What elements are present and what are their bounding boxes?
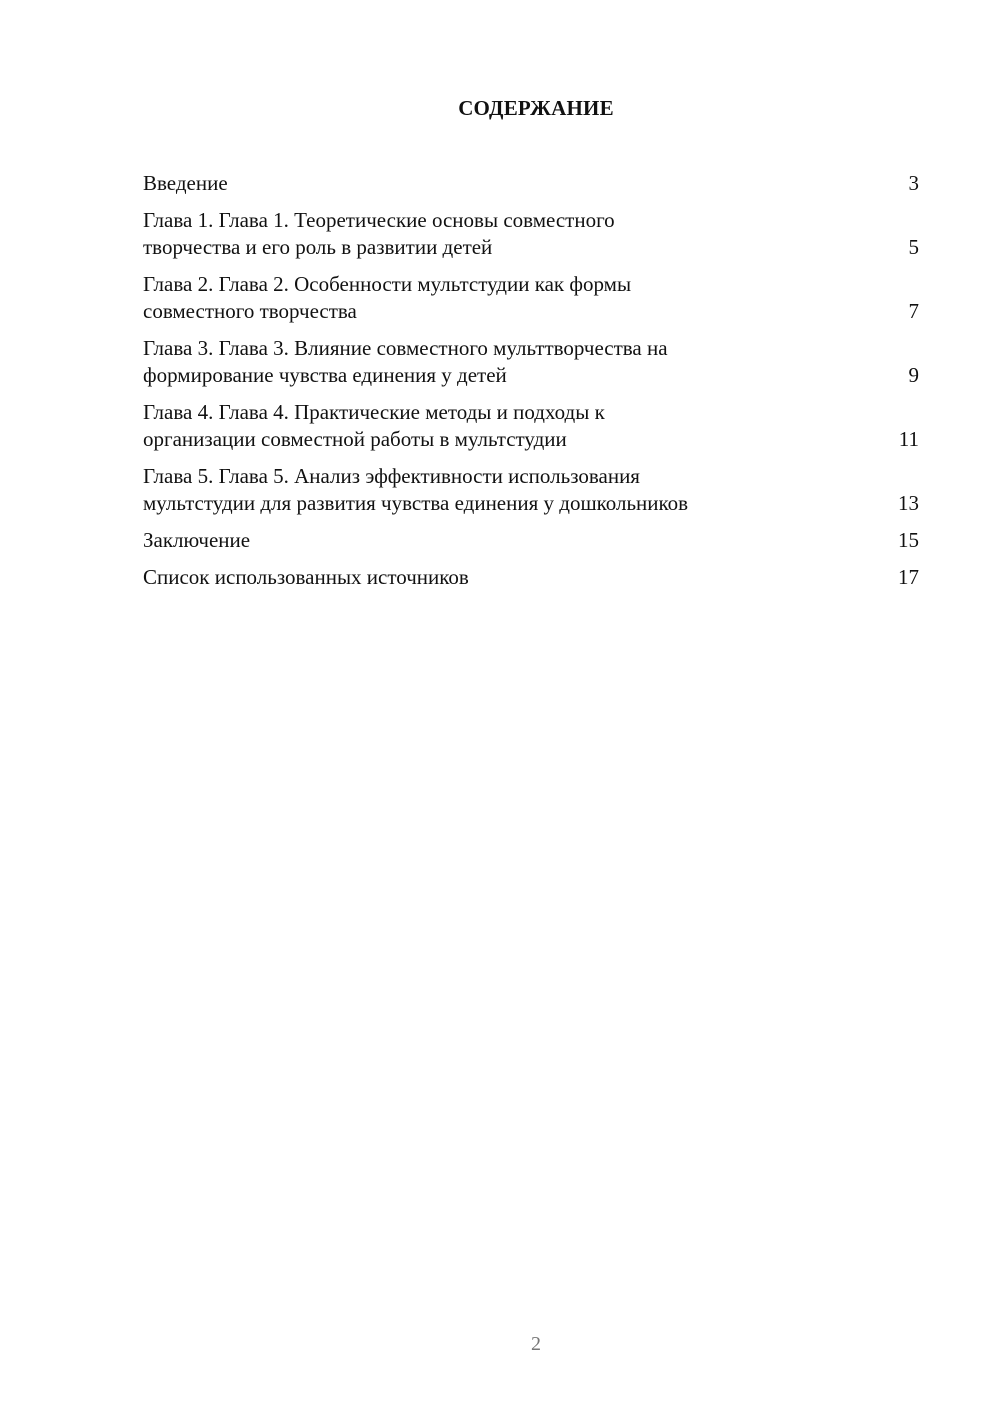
toc-entry-text: Глава 3. Глава 3. Влияние совместного мульттворчества на [143, 336, 668, 360]
toc-entry-text: Глава 4. Глава 4. Практические методы и подходы к [143, 400, 605, 424]
page-number: 2 [531, 1333, 541, 1355]
toc-entry-text: Заключение [143, 528, 251, 552]
page-title: СОДЕРЖАНИЕ [458, 96, 614, 120]
toc-entry-page: 11 [898, 427, 919, 451]
toc-entry-text: Список использованных источников [143, 565, 469, 589]
toc-entry-chapter-4[interactable] [143, 399, 919, 453]
toc-entry-text: Глава 5. Глава 5. Анализ эффективности использования [143, 464, 640, 488]
table-of-contents [143, 170, 919, 601]
toc-entry-page: 5 [908, 235, 919, 259]
toc-entry-introduction[interactable] [143, 170, 919, 197]
toc-entry-page: 15 [898, 528, 919, 552]
toc-entry-page: 17 [898, 565, 919, 589]
toc-entry-text: Введение [143, 171, 228, 195]
toc-entry-text: организации совместной работы в мультстудии [143, 427, 567, 451]
toc-entry-text: Глава 2. Глава 2. Особенности мультстудии как формы [143, 272, 632, 296]
toc-entry-chapter-1[interactable] [143, 207, 919, 261]
toc-entry-chapter-3[interactable] [143, 335, 919, 389]
toc-entry-page: 9 [908, 363, 919, 387]
toc-entry-references[interactable] [143, 564, 919, 591]
toc-entry-text: совместного творчества [143, 299, 357, 323]
toc-entry-page: 7 [908, 299, 919, 323]
toc-entry-chapter-2[interactable] [143, 271, 919, 325]
toc-entry-text: мультстудии для развития чувства единения у дошкольников [143, 491, 689, 515]
toc-entry-page: 3 [908, 171, 919, 195]
toc-entry-conclusion[interactable] [143, 527, 919, 554]
toc-entry-text: формирование чувства единения у детей [143, 363, 507, 387]
toc-entry-text: творчества и его роль в развитии детей [143, 235, 493, 259]
toc-entry-page: 13 [898, 491, 919, 515]
toc-entry-text: Глава 1. Глава 1. Теоретические основы совместного [143, 208, 615, 232]
toc-entry-chapter-5[interactable] [143, 463, 919, 517]
